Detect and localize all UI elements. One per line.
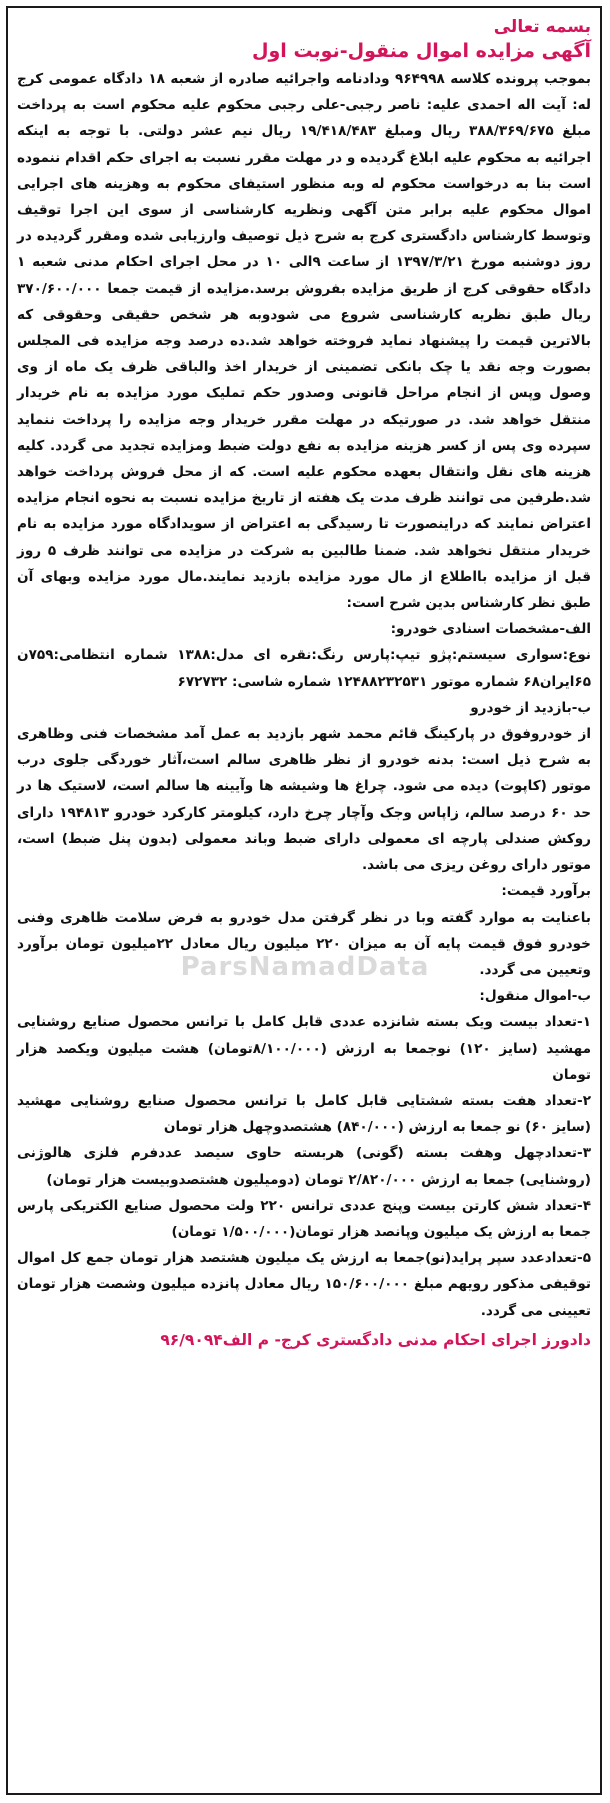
bismillah-heading: بسمه تعالی	[493, 17, 591, 37]
valuation-title: برآورد قیمت:	[501, 883, 591, 900]
inspection-paragraph: از خودروفوق در پارکینگ قائم محمد شهر بازدید به عمل آمد مشخصات فنی وظاهری به شرح ذیل است: بدنه خودرو از نظر ظاهری سالم است،آثار خوردگی جلوی درب موتور (کاپوت) دیده می شود. چراغ ها وشیشه ها وآیینه ها سالم است، لاستیک ها در حد ۶۰ درصد سالم، زاپاس وجک وآچار چرخ دارد، کیلومتر کارکرد خودرو ۱۹۴۸۱۳ دارای روکش صندلی پارچه ای معمولی دارای ضبط وباند معمولی (بدون پنل ضبط) است، موتور دارای روغن ریزی می باشد.	[17, 726, 592, 874]
notice-sheet	[6, 6, 602, 1795]
signature-line: دادورز اجرای احکام مدنی دادگستری کرج- م الف۹۶/۹۰۹۴	[160, 1330, 591, 1349]
watermark: ParsNamadData	[180, 952, 430, 982]
intro-paragraph: بموجب پرونده کلاسه ۹۶۴۹۹۸ ودادنامه واجرائیه صادره از شعبه ۱۸ دادگاه عمومی کرج له: آیت اله احمدی علیه: ناصر رجبی-علی رجبی محکوم علیه محکوم است به پرداخت مبلغ ۳۸۸/۳۶۹/۶۷۵ ریال ومبلغ ۱۹/۴۱۸/۴۸۳ ریال نیم عشر دولتی. با توجه به اینکه اجرائیه به محکوم علیه ابلاغ گردیده و در مهلت مقرر نسبت به اجرای حکم اقدام ننموده است بنا به درخواست محکوم له وبه منظور استیفای محکوم به وهزینه های اجرایی اموال محکوم علیه برابر متن آگهی ونظریه کارشناسی از سوی این اجرا توقیف وتوسط کارشناس دادگستری کرج به شرح ذیل توصیف وارزیابی شده ومقرر گردیده در روز دوشنبه مورخ ۱۳۹۷/۳/۲۱ از ساعت ۹الی ۱۰ در محل اجرای احکام مدنی شعبه ۱ دادگاه حقوقی کرج از طریق مزایده بفروش برسد.مزایده از قیمت جمعا ۳۷۰/۶۰۰/۰۰۰ ریال طبق نظریه کارشناسی شروع می شودوبه هر شخص حقیقی وحقوقی که بالاترین قیمت را پیشنهاد نماید فروخته خواهد شد.ده درصد وجه مزایده فی المجلس بصورت وجه نقد یا چک بانکی تضمینی از خریدار اخذ والباقی ظرف یک ماه از وی وصول وپس از انجام مراحل قانونی وصدور حکم تملیک مورد مزایده به نام خریدار منتقل خواهد شد. در صورتیکه در مهلت مقرر خریدار وجه مزایده را پرداخت ننماید سپرده وی پس از کسر هزینه مزایده به نفع دولت ضبط ومزایده تجدید می گردد. کلیه هزینه های نقل وانتقال بعهده محکوم علیه است. که از محل فروش پرداخت خواهد شد.طرفین می توانند ظرف مدت یک هفته از تاریخ مزایده نسبت به نحوه انجام مزایده اعتراض نمایند که دراینصورت تا رسیدگی به اعتراض از سویدادگاه مورد مزایده به نام خریدار منتقل نخواهد شد. ضمنا طالبین به شرکت در مزایده می توانند ظرف ۵ روز قبل از مزایده بااطلاع از مال مورد مزایده بازدید نمایند.مال مورد مزایده وبهای آن طبق نظر کارشناس بدین شرح است:	[17, 71, 592, 612]
movable-item: ۵-تعدادعدد سپر پراید(نو)جمعا به ارزش یک میلیون هشتصد هزار تومان جمع کل اموال توقیفی مذکور رویهم مبلغ ۱۵۰/۶۰۰/۰۰۰ ریال معادل پانزده میلیون وشصت هزار تومان تعیینی می گردد.	[17, 1250, 591, 1319]
vehicle-specs: نوع:سواری سیستم:پژو تیپ:پارس رنگ:نقره ای مدل:۱۳۸۸ شماره انتظامی:۷۵۹ن ۶۵ایران۶۸ شماره موتور ۱۲۴۸۸۲۳۲۵۳۱ شماره شاسی: ۶۷۲۷۳۲	[17, 647, 591, 690]
movables-title: ب-اموال منقول:	[479, 988, 591, 1005]
movable-item: ۱-تعداد بیست ویک بسته شانزده عددی قابل کامل با ترانس محصول صنایع روشنایی مهشید (سایز ۱۲۰) نوجمعا به ارزش (۸/۱۰۰/۰۰۰تومان) هشت میلیون ویکصد هزار تومان	[17, 1014, 592, 1083]
notice-title: آگهی مزایده اموال منقول-نوبت اول	[252, 40, 591, 62]
valuation-paragraph: باعنایت به موارد گفته وبا در نظر گرفتن مدل خودرو به فرض سلامت ظاهری وفنی خودرو فوق قیمت پایه آن به میزان ۲۲۰ میلیون ریال معادل ۲۲میلیون تومان برآورد وتعیین می گردد.	[17, 909, 591, 978]
movable-item: ۳-تعدادچهل وهفت بسته (گونی) هربسته حاوی سیصد عددفرم فلزی هالوژنی (روشنایی) جمعا به ارزش ۲/۸۲۰/۰۰۰ تومان (دومیلیون هشتصدوبیست هزار تومان)	[17, 1145, 591, 1188]
section-a-title: الف-مشخصات اسنادی خودرو:	[390, 621, 591, 638]
movable-item: ۴-تعداد شش کارتن بیست وپنج عددی ترانس ۲۲۰ ولت محصول صنایع الکتریکی پارس جمعا به ارزش یک میلیون وپانصد هزار تومان(۱/۵۰۰/۰۰۰ تومان)	[17, 1197, 591, 1240]
movable-item: ۲-تعداد هفت بسته ششتایی قابل کامل با ترانس محصول صنایع روشنایی مهشید (سایز ۶۰) نو جمعا به ارزش (۸۴۰/۰۰۰) هشتصدوچهل هزار تومان	[17, 1092, 591, 1136]
section-b-title: ب-بازدید از خودرو	[470, 699, 591, 716]
